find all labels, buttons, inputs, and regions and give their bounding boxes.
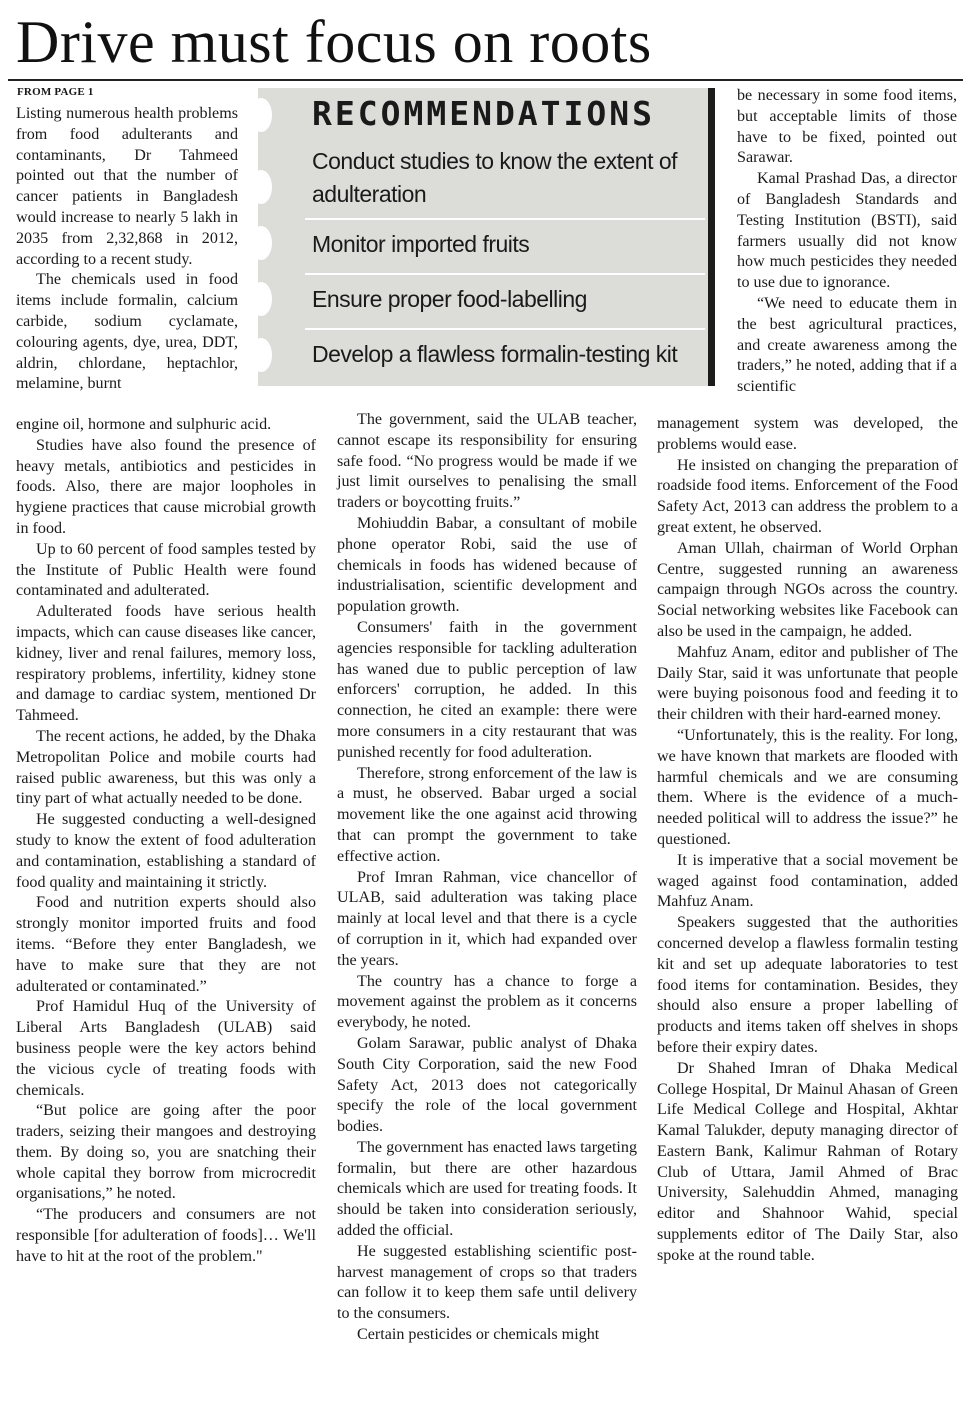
paragraph: The government, said the ULAB teacher, cannot escape its responsibility for ensuring safe food. “No progress would be made if we just limit ourselves to penalising the small traders or boycotting fruits.” <box>337 411 637 512</box>
paragraph: The recent actions, he added, by the Dhaka Metropolitan Police and mobile courts had raised public awareness, but this was only a tiny part of what actually needed to be done. <box>16 727 316 808</box>
paragraph: He insisted on changing the preparation of roadside food items. Enforcement of the Food Safety Act, 2013 can address the problem to a great extent, he observed. <box>657 456 958 536</box>
headline-rule <box>8 79 963 81</box>
paragraph: Prof Imran Rahman, vice chancellor of ULAB, said adulteration was taking place mainly at local level and that there is a cycle of corruption in it, which had expanded over the years. <box>337 868 637 969</box>
recommendation-divider <box>305 218 705 220</box>
paragraph: Food and nutrition experts should also strongly monitor imported fruits and food items. “Before they enter Bangladesh, we have to make sure that they are not adulterated or contaminated.” <box>16 894 316 995</box>
article-column-3 <box>657 414 958 1267</box>
recommendation-divider <box>305 328 705 330</box>
headline: Drive must focus on roots <box>16 9 652 75</box>
paragraph: The country has a chance to forge a movement against the problem as it concerns everybody, he noted. <box>337 972 637 1032</box>
box-notch <box>250 98 272 132</box>
box-notch <box>250 226 272 260</box>
article-column-2 <box>337 410 637 1346</box>
paragraph: management system was developed, the problems would ease. <box>657 415 958 453</box>
paragraph: Speakers suggested that the authorities concerned develop a flawless formalin testing kit and set up adequate laboratories to test food items for contamination. Besides, they should also ensure a proper labelling of products and items taken off shelves in shops before their expiry dates. <box>657 914 958 1056</box>
article-column-1-top <box>16 104 238 395</box>
paragraph: “But police are going after the poor traders, seizing their mangoes and destroying them. By doing so, you are snatching their whole capital they borrow from microcredit organisations,” he noted. <box>16 1102 316 1203</box>
paragraph: Mahfuz Anam, editor and publisher of The Daily Star, said it was unfortunate that people were buying poisonous food and feeding it to their children with their hard-earned money. <box>657 643 958 724</box>
paragraph: Certain pesticides or chemicals might <box>357 1326 600 1344</box>
paragraph: Prof Hamidul Huq of the University of Liberal Arts Bangladesh (ULAB) said business people were the key actors behind the vicious cycle of treating foods with chemicals. <box>16 998 316 1099</box>
recommendation-divider <box>305 273 705 275</box>
recommendations-title: RECOMMENDATIONS <box>312 94 656 133</box>
paragraph: He suggested establishing scientific post-harvest management of crops so that traders can follow it to keep them safe until delivery to the consumers. <box>337 1242 637 1323</box>
paragraph: Studies have also found the presence of heavy metals, antibiotics and pesticides in foods. Also, there are major loopholes in hygiene practices that cause microbial growth in food. <box>16 436 316 537</box>
paragraph: Therefore, strong enforcement of the law is a must, he observed. Babar urged a social movement like the one against acid throwing that can prompt the government to take effective action. <box>337 764 637 865</box>
article-column-3-top <box>737 86 957 398</box>
article-column-1 <box>16 415 316 1268</box>
from-page-label: FROM PAGE 1 <box>17 86 94 98</box>
box-notch <box>250 338 272 372</box>
paragraph: Mohiuddin Babar, a consultant of mobile phone operator Robi, said the use of chemicals in foods has widened because of industrialisation, scientific development and population growth. <box>337 514 637 616</box>
recommendations-bar <box>708 88 715 386</box>
paragraph: Listing numerous health problems from food adulterants and contaminants, Dr Tahmeed pointed out that the number of cancer patients in Bangladesh would increase to nearly 5 lakh in 2035 from 2,32,868 in 2012, according to a recent study. <box>16 105 238 268</box>
paragraph: Dr Shahed Imran of Dhaka Medical College Hospital, Dr Mainul Ahasan of Green Life Medical College and Hospital, Akhtar Kamal Talukder, deputy managing director of Eastern Bank, Kalimur Rahman of Rotary Club of Uttara, Jamil Ahmed of Brac University, Salehuddin Ahmed, managing editor and Shahnoor Wahid, special supplements editor of The Daily Star, also spoke at the round table. <box>657 1059 958 1264</box>
recommendation-item: Develop a flawless formalin-testing kit <box>312 341 678 367</box>
paragraph: The government has enacted laws targeting formalin, but there are other hazardous chemicals which are used for treating foods. It should be taken into consideration seriously, added the official. <box>337 1138 637 1240</box>
paragraph: The chemicals used in food items include formalin, calcium carbide, sodium cyclamate, colouring agents, dye, urea, DDT, aldrin, chlordane, heptachlor, melamine, burnt <box>16 271 238 393</box>
paragraph: “The producers and consumers are not responsible [for adulteration of foods]… We'll have to hit at the root of the problem." <box>16 1206 316 1265</box>
paragraph: He suggested conducting a well-designed study to know the extent of food adulteration and contamination, establishing a standard of food quality and maintaining it strictly. <box>16 811 316 891</box>
recommendation-item: Monitor imported fruits <box>312 231 530 257</box>
box-notch <box>250 282 272 316</box>
paragraph: “We need to educate them in the best agricultural practices, and create awareness among the traders,” he noted, adding that if a scientific <box>737 294 957 396</box>
box-notch <box>250 170 272 204</box>
paragraph: Up to 60 percent of food samples tested by the Institute of Public Health were found contaminated and adulterated. <box>16 540 316 600</box>
paragraph: Adulterated foods have serious health impacts, which can cause diseases like cancer, kidney, liver and renal failures, memory loss, respiratory problems, infertility, kidney stone and damage to cardiac system, mentioned Dr Tahmeed. <box>16 603 316 725</box>
paragraph: be necessary in some food items, but acceptable limits of those have to be fixed, pointed out Sarawar. <box>737 87 957 167</box>
paragraph: engine oil, hormone and sulphuric acid. <box>16 416 272 433</box>
paragraph: Consumers' faith in the government agencies responsible for tackling adulteration has waned due to public perception of law enforcers' corruption, he added. In this connection, he cited an example: there were more consumers in a city restaurant that was punished recently for food adulteration. <box>337 618 637 761</box>
paragraph: Aman Ullah, chairman of World Orphan Centre, suggested running an awareness campaign through NGOs across the country. Social networking websites like Facebook can also be used in the campaign, he added. <box>657 539 958 640</box>
paragraph: It is imperative that a social movement be waged against food contamination, added Mahfuz Anam. <box>657 851 958 911</box>
paragraph: Golam Sarawar, public analyst of Dhaka South City Corporation, said the new Food Safety Act, 2013 does not categorically specify the role of the local government bodies. <box>337 1034 637 1136</box>
paragraph: Kamal Prashad Das, a director of Bangladesh Standards and Testing Institution (BSTI), said farmers usually did not know how much pesticides they needed to use due to ignorance. <box>737 170 957 292</box>
recommendation-item: Conduct studies to know the extent of adulteration <box>312 148 678 207</box>
paragraph: “Unfortunately, this is the reality. For long, we have known that markets are flooded with harmful chemicals and we are consuming them. Where is the evidence of a much-needed political will to address the issue?” he questioned. <box>657 726 958 848</box>
recommendation-item: Ensure proper food-labelling <box>312 286 587 312</box>
